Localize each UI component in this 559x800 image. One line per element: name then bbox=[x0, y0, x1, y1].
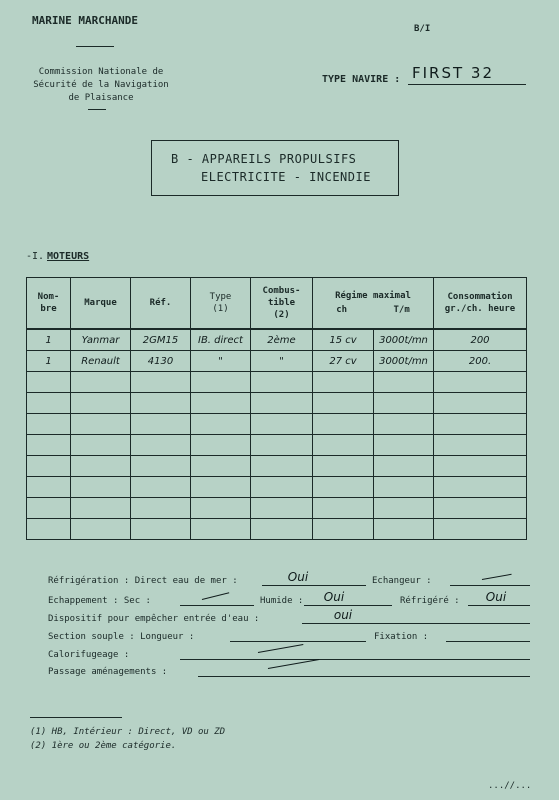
cell-empty bbox=[313, 498, 374, 519]
cell-empty bbox=[131, 372, 191, 393]
cell-combustible: " bbox=[251, 351, 313, 372]
passage-dash bbox=[268, 659, 319, 669]
longueur-line bbox=[230, 641, 366, 642]
cell-empty bbox=[27, 435, 71, 456]
cell-conso: 200 bbox=[434, 329, 527, 351]
cell-empty bbox=[374, 498, 434, 519]
engine-table bbox=[26, 277, 527, 540]
cell-nombre: 1 bbox=[27, 351, 71, 372]
cell-empty bbox=[251, 414, 313, 435]
footnote-1: (1) HB, Intérieur : Direct, VD ou ZD bbox=[30, 727, 226, 737]
fixation-label: Fixation : bbox=[374, 632, 429, 642]
cell-type: IB. direct bbox=[191, 329, 251, 351]
org-underline bbox=[76, 46, 114, 47]
cell-empty bbox=[434, 477, 527, 498]
passage-line bbox=[198, 676, 530, 677]
cell-empty bbox=[71, 519, 131, 540]
cell-empty bbox=[71, 393, 131, 414]
table-row bbox=[27, 351, 527, 372]
refrigere-line bbox=[468, 605, 530, 606]
cell-empty bbox=[434, 498, 527, 519]
cell-empty bbox=[131, 393, 191, 414]
table-header-row bbox=[27, 278, 527, 330]
cell-empty bbox=[374, 435, 434, 456]
cell-empty bbox=[131, 519, 191, 540]
cell-empty bbox=[434, 372, 527, 393]
cell-empty bbox=[191, 456, 251, 477]
footnote-2: (2) 1ère ou 2ème catégorie. bbox=[30, 741, 177, 751]
calorifugeage-dash bbox=[258, 644, 304, 653]
header-type: Type (1) bbox=[191, 278, 251, 330]
cell-empty bbox=[374, 456, 434, 477]
cell-empty bbox=[434, 519, 527, 540]
commission-block bbox=[22, 66, 180, 105]
subsection-label: MOTEURS bbox=[47, 251, 90, 262]
cell-marque: Renault bbox=[71, 351, 131, 372]
header-nombre: Nom- bre bbox=[27, 278, 71, 330]
cell-empty bbox=[27, 498, 71, 519]
commission-underline bbox=[88, 109, 106, 110]
table-row-empty bbox=[27, 372, 527, 393]
cell-empty bbox=[374, 393, 434, 414]
cell-marque: Yanmar bbox=[71, 329, 131, 351]
cell-empty bbox=[313, 519, 374, 540]
header-regime: Régime maximal ch T/m bbox=[313, 278, 434, 330]
cell-conso: 200. bbox=[434, 351, 527, 372]
type-navire-label: TYPE NAVIRE : bbox=[322, 74, 401, 85]
cell-empty bbox=[71, 414, 131, 435]
table-row-empty bbox=[27, 498, 527, 519]
cell-empty bbox=[191, 477, 251, 498]
refrigere-value: Oui bbox=[485, 590, 507, 604]
fixation-line bbox=[446, 641, 530, 642]
echangeur-line bbox=[450, 585, 530, 586]
table-row-empty bbox=[27, 414, 527, 435]
table-row bbox=[27, 329, 527, 351]
calorifugeage-line bbox=[180, 659, 530, 660]
commission-line-3: de Plaisance bbox=[68, 93, 134, 103]
cell-empty bbox=[191, 393, 251, 414]
cell-empty bbox=[251, 372, 313, 393]
cell-empty bbox=[374, 414, 434, 435]
dispositif-line bbox=[302, 623, 530, 624]
section-souple-label: Section souple : Longueur : bbox=[48, 632, 195, 642]
header-regime-tm: T/m bbox=[393, 305, 410, 315]
cell-empty bbox=[313, 435, 374, 456]
table-row-empty bbox=[27, 456, 527, 477]
page-ref: B/I bbox=[414, 24, 431, 34]
cell-empty bbox=[27, 519, 71, 540]
cell-empty bbox=[374, 477, 434, 498]
cell-empty bbox=[434, 435, 527, 456]
dispositif-value: oui bbox=[333, 608, 353, 622]
table-row-empty bbox=[27, 435, 527, 456]
sec-dash bbox=[202, 592, 229, 600]
cell-empty bbox=[71, 456, 131, 477]
header-consommation: Consommation gr./ch. heure bbox=[434, 278, 527, 330]
section-title-line-1: B - APPAREILS PROPULSIFS bbox=[171, 152, 357, 166]
table-row-empty bbox=[27, 477, 527, 498]
cell-empty bbox=[131, 477, 191, 498]
refrigeration-value: Oui bbox=[287, 570, 309, 584]
continuation-mark: ...//... bbox=[488, 781, 532, 791]
cell-empty bbox=[251, 477, 313, 498]
cell-type: " bbox=[191, 351, 251, 372]
table-row-empty bbox=[27, 519, 527, 540]
org-name: MARINE MARCHANDE bbox=[32, 14, 138, 27]
cell-empty bbox=[71, 372, 131, 393]
header-marque: Marque bbox=[71, 278, 131, 330]
humide-label: Humide : bbox=[260, 596, 304, 606]
cell-empty bbox=[251, 435, 313, 456]
sec-line bbox=[180, 605, 254, 606]
cell-empty bbox=[434, 456, 527, 477]
cell-empty bbox=[27, 456, 71, 477]
cell-ch: 27 cv bbox=[313, 351, 374, 372]
cell-empty bbox=[313, 477, 374, 498]
cell-empty bbox=[131, 498, 191, 519]
cell-empty bbox=[71, 498, 131, 519]
cell-empty bbox=[313, 414, 374, 435]
type-navire-line bbox=[408, 84, 526, 85]
echangeur-label: Echangeur : bbox=[372, 576, 432, 586]
echangeur-dash bbox=[482, 574, 512, 580]
section-title-line-2: ELECTRICITE - INCENDIE bbox=[201, 170, 371, 184]
header-combustible: Combus- tible (2) bbox=[251, 278, 313, 330]
cell-empty bbox=[374, 372, 434, 393]
refrigeration-line bbox=[262, 585, 366, 586]
cell-empty bbox=[191, 414, 251, 435]
cell-empty bbox=[131, 435, 191, 456]
cell-combustible: 2ème bbox=[251, 329, 313, 351]
humide-line bbox=[304, 605, 392, 606]
cell-empty bbox=[313, 372, 374, 393]
cell-empty bbox=[251, 456, 313, 477]
echappement-label: Echappement : Sec : bbox=[48, 596, 151, 606]
cell-empty bbox=[27, 372, 71, 393]
cell-empty bbox=[374, 519, 434, 540]
cell-empty bbox=[191, 435, 251, 456]
cell-empty bbox=[434, 393, 527, 414]
cell-tm: 3000t/mn bbox=[374, 351, 434, 372]
cell-tm: 3000t/mn bbox=[374, 329, 434, 351]
cell-ch: 15 cv bbox=[313, 329, 374, 351]
dispositif-label: Dispositif pour empêcher entrée d'eau : bbox=[48, 614, 260, 624]
cell-ref: 4130 bbox=[131, 351, 191, 372]
subsection-number: -I. bbox=[26, 251, 45, 262]
cell-empty bbox=[71, 435, 131, 456]
header-ref: Réf. bbox=[131, 278, 191, 330]
cell-empty bbox=[313, 393, 374, 414]
calorifugeage-label: Calorifugeage : bbox=[48, 650, 130, 660]
cell-ref: 2GM15 bbox=[131, 329, 191, 351]
cell-empty bbox=[27, 393, 71, 414]
cell-empty bbox=[251, 519, 313, 540]
refrigeration-label: Réfrigération : Direct eau de mer : bbox=[48, 576, 238, 586]
humide-value: Oui bbox=[323, 590, 345, 604]
cell-empty bbox=[191, 498, 251, 519]
cell-empty bbox=[191, 372, 251, 393]
cell-empty bbox=[251, 498, 313, 519]
cell-empty bbox=[131, 456, 191, 477]
commission-line-1: Commission Nationale de bbox=[38, 67, 164, 77]
cell-empty bbox=[71, 477, 131, 498]
table-row-empty bbox=[27, 393, 527, 414]
commission-line-2: Sécurité de la Navigation bbox=[33, 80, 169, 90]
section-title-box bbox=[151, 140, 399, 196]
cell-empty bbox=[313, 456, 374, 477]
cell-empty bbox=[27, 477, 71, 498]
type-navire-value: FIRST 32 bbox=[412, 64, 495, 82]
cell-empty bbox=[191, 519, 251, 540]
footnote-rule bbox=[30, 717, 122, 718]
cell-nombre: 1 bbox=[27, 329, 71, 351]
refrigere-label: Réfrigéré : bbox=[400, 596, 460, 606]
cell-empty bbox=[251, 393, 313, 414]
header-regime-ch: ch bbox=[336, 305, 348, 315]
cell-empty bbox=[131, 414, 191, 435]
passage-label: Passage aménagements : bbox=[48, 667, 168, 677]
cell-empty bbox=[27, 414, 71, 435]
cell-empty bbox=[434, 414, 527, 435]
